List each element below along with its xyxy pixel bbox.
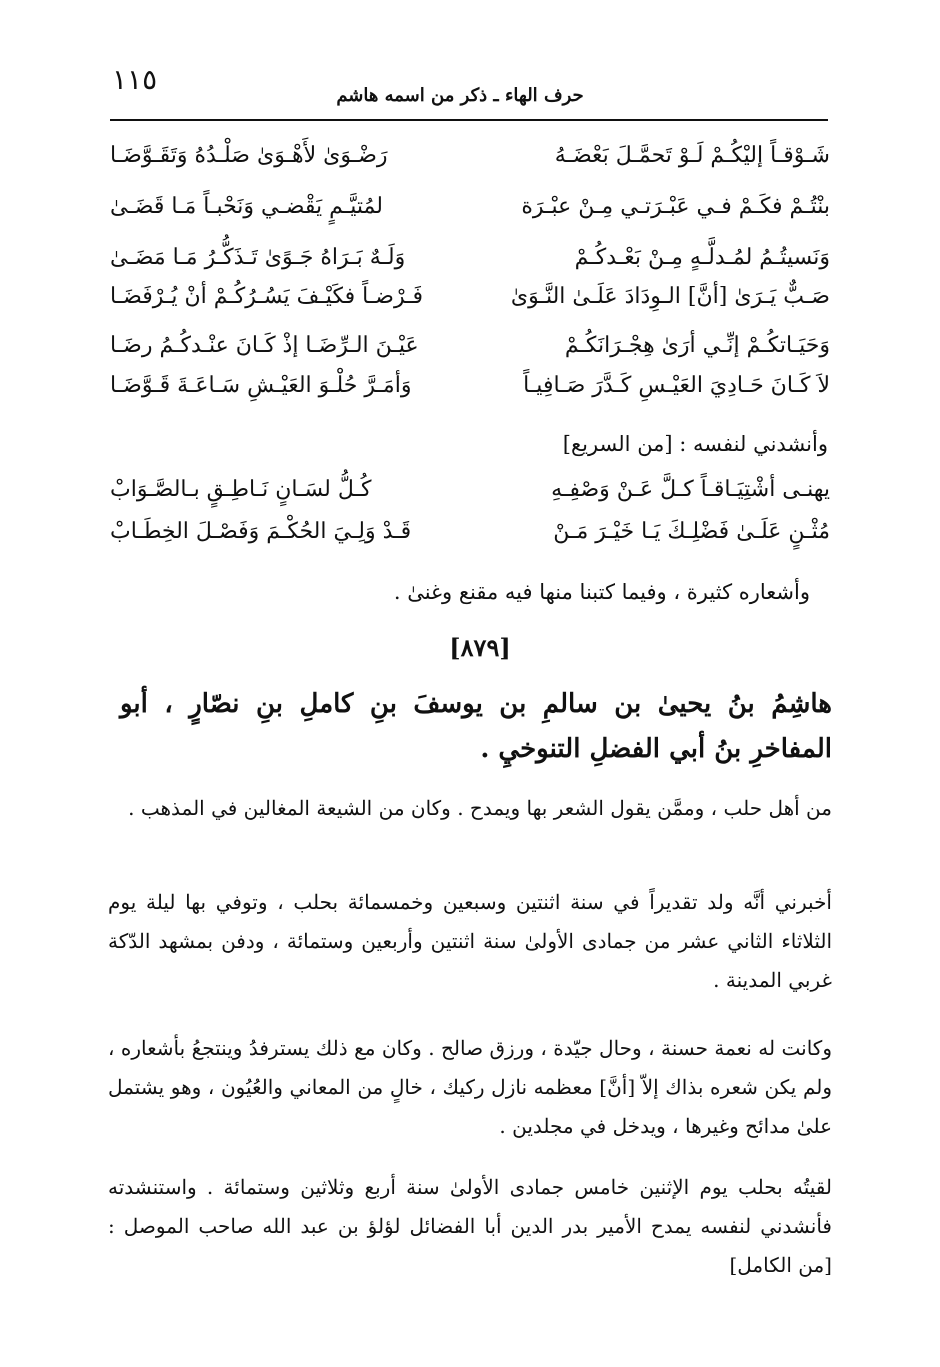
page-number: ١١٥ [112,63,158,96]
verse-first-hemistich: شَـوْقـاً إليْكُـمْ لَـوْ تَحمَّـلَ بَعْضَـهُ [554,143,830,168]
running-title: حرف الهاء ـ ذكر من اسمه هاشم [336,85,584,106]
verse-second-hemistich: فَـرْضـاً فكَيْـفَ يَسُـرُكُـمْ أنْ يُـرْفَضَـا [110,284,424,309]
verse-first-hemistich: بنْتُـمْ فكَـمْ فـي عَبْـرَتـي مِـنْ عبْـرَة [521,194,830,219]
verse-first-hemistich: لاَ كَـانَ حَـادِيَ العَيْـسِ كَـدَّرَ صَـافِيـاً [523,373,830,398]
paragraph: وكانت له نعمة حسنة ، وحال جيّدة ، ورزق صالح . وكان مع ذلك يسترفدُ وينتجعُ بأشعاره ، ولم يكن شعره بذاك إلاّ [أنَّ] معظمه نازل ركيك ، خالٍ من المعاني والعُيُون ، وهو يشتمل علىٰ مدائح وغيرها ، ويدخل في مجلدين . [108,1036,832,1138]
verse-second-hemistich: وَأمَـرَّ حُلْـوَ العَيْـشِ سَـاعَـةَ قَـوَّضَـا [110,373,412,398]
verse-second-hemistich: وَلَـهٌ بَـرَاهُ جَـوًىٰ تَـذَكُّـرُ مَـا مَضَـىٰ [110,245,406,270]
verse-row [110,132,830,180]
verse-first-hemistich: وَحَيَـاتكُـمْ إنِّـي أرَىٰ هِجْـرَانَكُـمْ [564,333,830,358]
verse-row [110,183,830,231]
verse-second-hemistich: كُـلُّ لسَـانٍ نَـاطِـقٍ بـالصَّـوَابْ [110,477,372,502]
poem-intro: وأنشدني لنفسه : [من السريع] [562,432,828,456]
verse-first-hemistich: وَنَسيتُـمُ لمُـدلَّـهٍ مِـنْ بَعْـدكُـمْ [574,245,830,270]
entry-title: هاشِمُ بنُ يحيىٰ بن سالمِ بن يوسفَ بنِ كاملِ بنِ نصّارٍ ، أبو المفاخرِ بنُ أبي الفضلِ التنوخيِ . [120,689,832,764]
verse-second-hemistich: رَضْـوَىٰ لأَهْـوَىٰ صَلْـدُهُ وَتَقَـوَّضَـا [110,143,388,168]
verse-row [110,466,830,514]
paragraph: أخبرني أنَّه ولد تقديراً في سنة اثنتين وسبعين وخمسمائة بحلب ، وتوفي بها ليلة يوم الثلاثاء الثاني عشر من جمادى الأولىٰ سنة اثنتين وأربعين وستمائة ، ودفن بمشهد الدّكة غربي المدينة . [108,890,833,992]
verse-row [110,273,830,321]
verse-second-hemistich: قَـدْ وَلِـيَ الحُكْـمَ وَفَصْـلَ الخِطَـابْ [110,519,412,544]
entry-number: [٨٧٩] [449,633,511,662]
paragraph: لقيتُه بحلب يوم الإثنين خامس جمادى الأولىٰ سنة أربع وثلاثين وستمائة . واستنشدته فأنشدني لنفسه يمدح الأمير بدر الدين أبا الفضائل لؤلؤ بن عبد الله صاحب الموصل : [من الكامل] [108,1175,832,1277]
paragraph: من أهل حلب ، وممَّن يقول الشعر بها ويمدح . وكان من الشيعة المغالين في المذهب . [128,796,832,820]
verse-first-hemistich: مُثْـنٍ عَلَـىٰ فَضْلِـكَ يَـا خَيْـرَ مَـنْ [553,519,830,544]
closing-line: وأشعاره كثيرة ، وفيما كتبنا منها فيه مقنع وغنىٰ . [393,580,810,604]
verse-row [110,362,830,410]
verse-second-hemistich: عَيْـنَ الـرِّضَـا إذْ كَـانَ عنْـدكُـمُ رضَـا [110,333,419,358]
verse-second-hemistich: لمُتيَّـمٍ يَقْضـي وَنَحْبـاً مَـا قَضَـىٰ [110,194,383,219]
verse-row [110,508,830,556]
header-rule [110,119,828,121]
verse-first-hemistich: صَـبٌّ يَـرَىٰ [أنَّ] الـوِدَادَ عَلَـىٰ النَّـوَىٰ [510,284,830,309]
verse-first-hemistich: يهنـى أشْتِيَـاقـاً كـلَّ عَـنْ وَصْفِـهِ [551,477,830,502]
